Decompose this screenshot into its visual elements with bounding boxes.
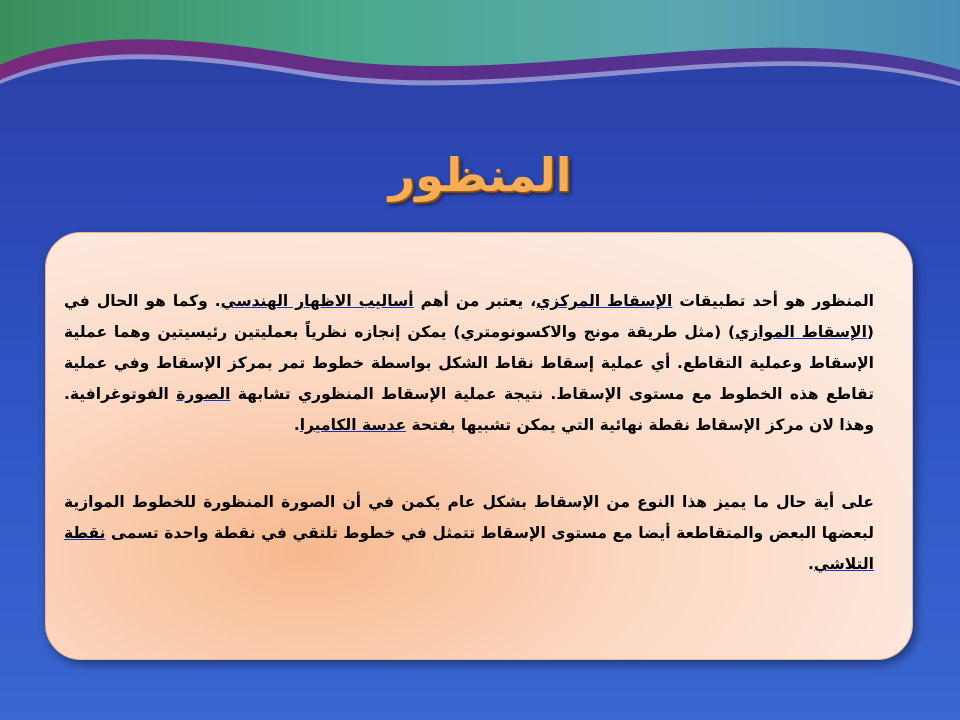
- text-fragment: ) (مثل طريقة مونج والاكسونومتري) يمكن إنجازه نظرياً بعمليتين رئيسيتين وهما عملية الإسقاط وعملية التقاطع. أي عملية إسقاط نقاط الشكل بواسطة خطوط تمر بمركز الإسقاط وفي عملية تقاطع هذه الخطوط مع مستوى الإسقاط. نتيجة عملية الإسقاط المنظوري تشابهة: [64, 323, 875, 403]
- text-fragment: ، يعتبر من أهم: [413, 292, 537, 310]
- text-fragment: . وكما هو الحال في (: [64, 292, 874, 341]
- link-camera-lens[interactable]: عدسة الكاميرا: [299, 416, 407, 434]
- link-parallel-projection[interactable]: الإسقاط الموازي: [735, 323, 867, 341]
- paragraph-2: [64, 487, 874, 580]
- decorative-wave-header: [0, 0, 960, 130]
- link-engineering-drawing-methods[interactable]: أساليب الاظهار الهندسي: [220, 292, 414, 310]
- text-fragment: المنظور هو أحد تطبيقات: [672, 292, 874, 310]
- link-central-projection[interactable]: الإسقاط المركزي: [536, 292, 673, 310]
- link-vanishing-point[interactable]: نقطة التلاشي: [64, 524, 874, 573]
- text-fragment: الفوتوغرافية. وهذا لان مركز الإسقاط نقطة نهائية التي يمكن تشبيها بفتحة: [64, 385, 874, 434]
- link-image[interactable]: الصورة: [176, 385, 231, 403]
- text-fragment: .: [293, 416, 300, 434]
- paragraph-1: [64, 286, 874, 441]
- text-fragment: .: [807, 555, 814, 573]
- text-fragment: على أية حال ما يميز هذا النوع من الإسقاط بشكل عام يكمن في أن الصورة المنظورة للخطوط الموازية لبعضها البعض والمتقاطعة أيضا مع مستوى الإسقاط تتمثل في خطوط تلتقي في نقطة واحدة تسمى: [64, 493, 874, 542]
- slide-title: المنظور: [388, 148, 572, 202]
